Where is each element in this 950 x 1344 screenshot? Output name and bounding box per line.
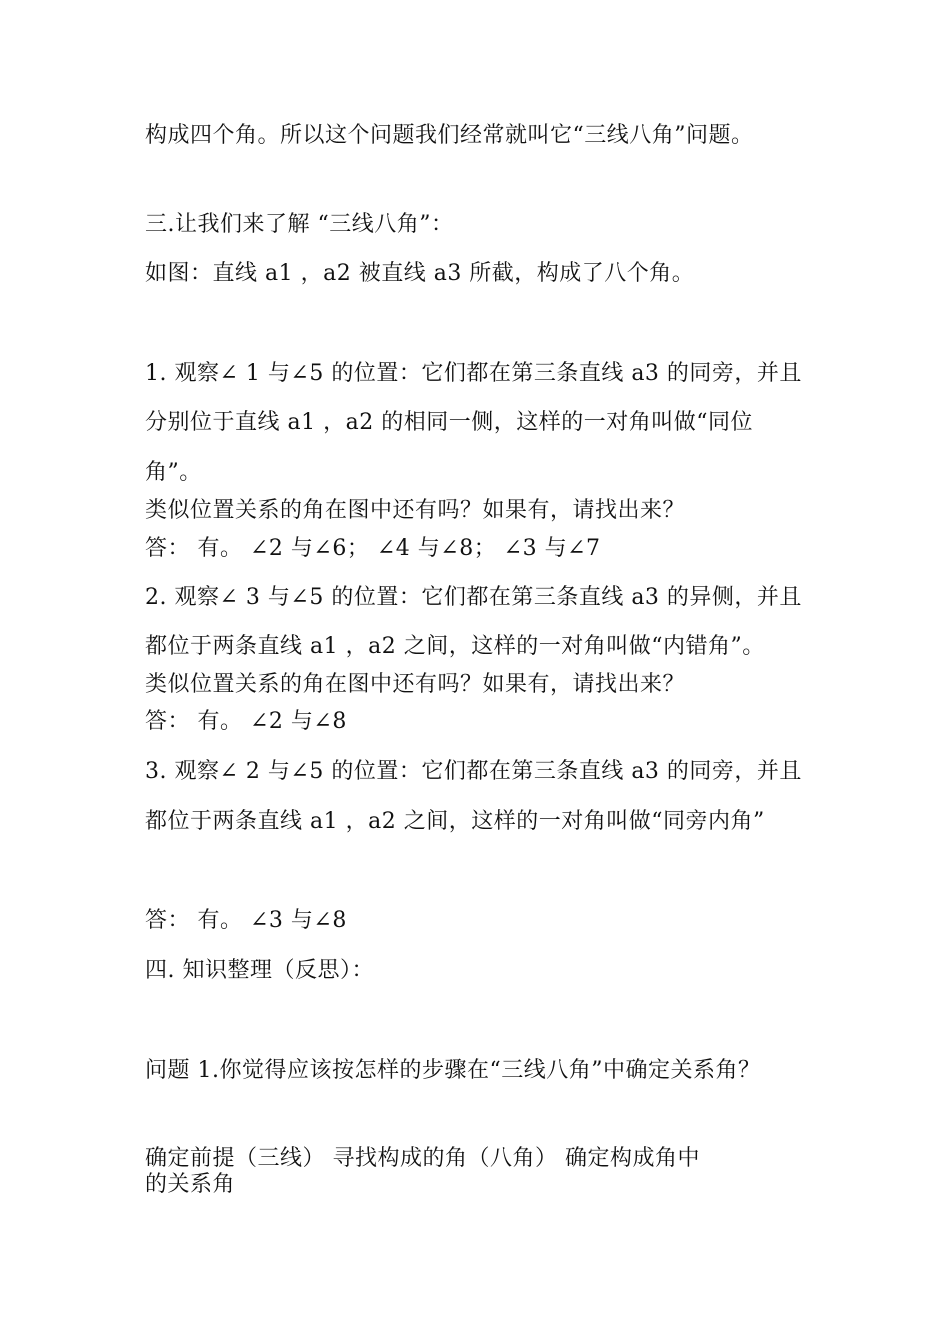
answer-line: 答： 有。 ∠2 与∠8 bbox=[145, 709, 347, 734]
question-line: 类似位置关系的角在图中还有吗？如果有，请找出来？ bbox=[145, 672, 686, 697]
steps-line: 确定前提（三线） 寻找构成的角（八角） 确定构成角中 bbox=[145, 1146, 700, 1171]
text-line: 1. 观察∠ 1 与∠5 的位置：它们都在第三条直线 a3 的同旁，并且 bbox=[145, 361, 802, 386]
text-line: 3. 观察∠ 2 与∠5 的位置：它们都在第三条直线 a3 的同旁，并且 bbox=[145, 759, 802, 784]
text-line: 分别位于直线 a1 ，a2 的相同一侧，这样的一对角叫做“同位 bbox=[145, 410, 753, 435]
steps-line: 的关系角 bbox=[145, 1172, 236, 1197]
text-line: 如图：直线 a1 ，a2 被直线 a3 所截，构成了八个角。 bbox=[145, 261, 695, 286]
text-line: 都位于两条直线 a1 ，a2 之间，这样的一对角叫做“同旁内角” bbox=[145, 809, 765, 834]
answer-line: 答： 有。 ∠2 与∠6； ∠4 与∠8； ∠3 与∠7 bbox=[145, 536, 601, 561]
question-line: 类似位置关系的角在图中还有吗？如果有，请找出来？ bbox=[145, 498, 686, 523]
section-heading: 四. 知识整理（反思）： bbox=[145, 958, 374, 983]
text-line: 构成四个角。所以这个问题我们经常就叫它“三线八角”问题。 bbox=[145, 123, 754, 148]
text-line: 角”。 bbox=[145, 460, 202, 485]
question-line: 问题 1.你觉得应该按怎样的步骤在“三线八角”中确定关系角？ bbox=[145, 1058, 761, 1083]
text-line: 2. 观察∠ 3 与∠5 的位置：它们都在第三条直线 a3 的异侧，并且 bbox=[145, 585, 802, 610]
answer-line: 答： 有。 ∠3 与∠8 bbox=[145, 908, 347, 933]
text-line: 都位于两条直线 a1 ，a2 之间，这样的一对角叫做“内错角”。 bbox=[145, 634, 765, 659]
section-heading: 三.让我们来了解 “三线八角”： bbox=[145, 212, 454, 237]
